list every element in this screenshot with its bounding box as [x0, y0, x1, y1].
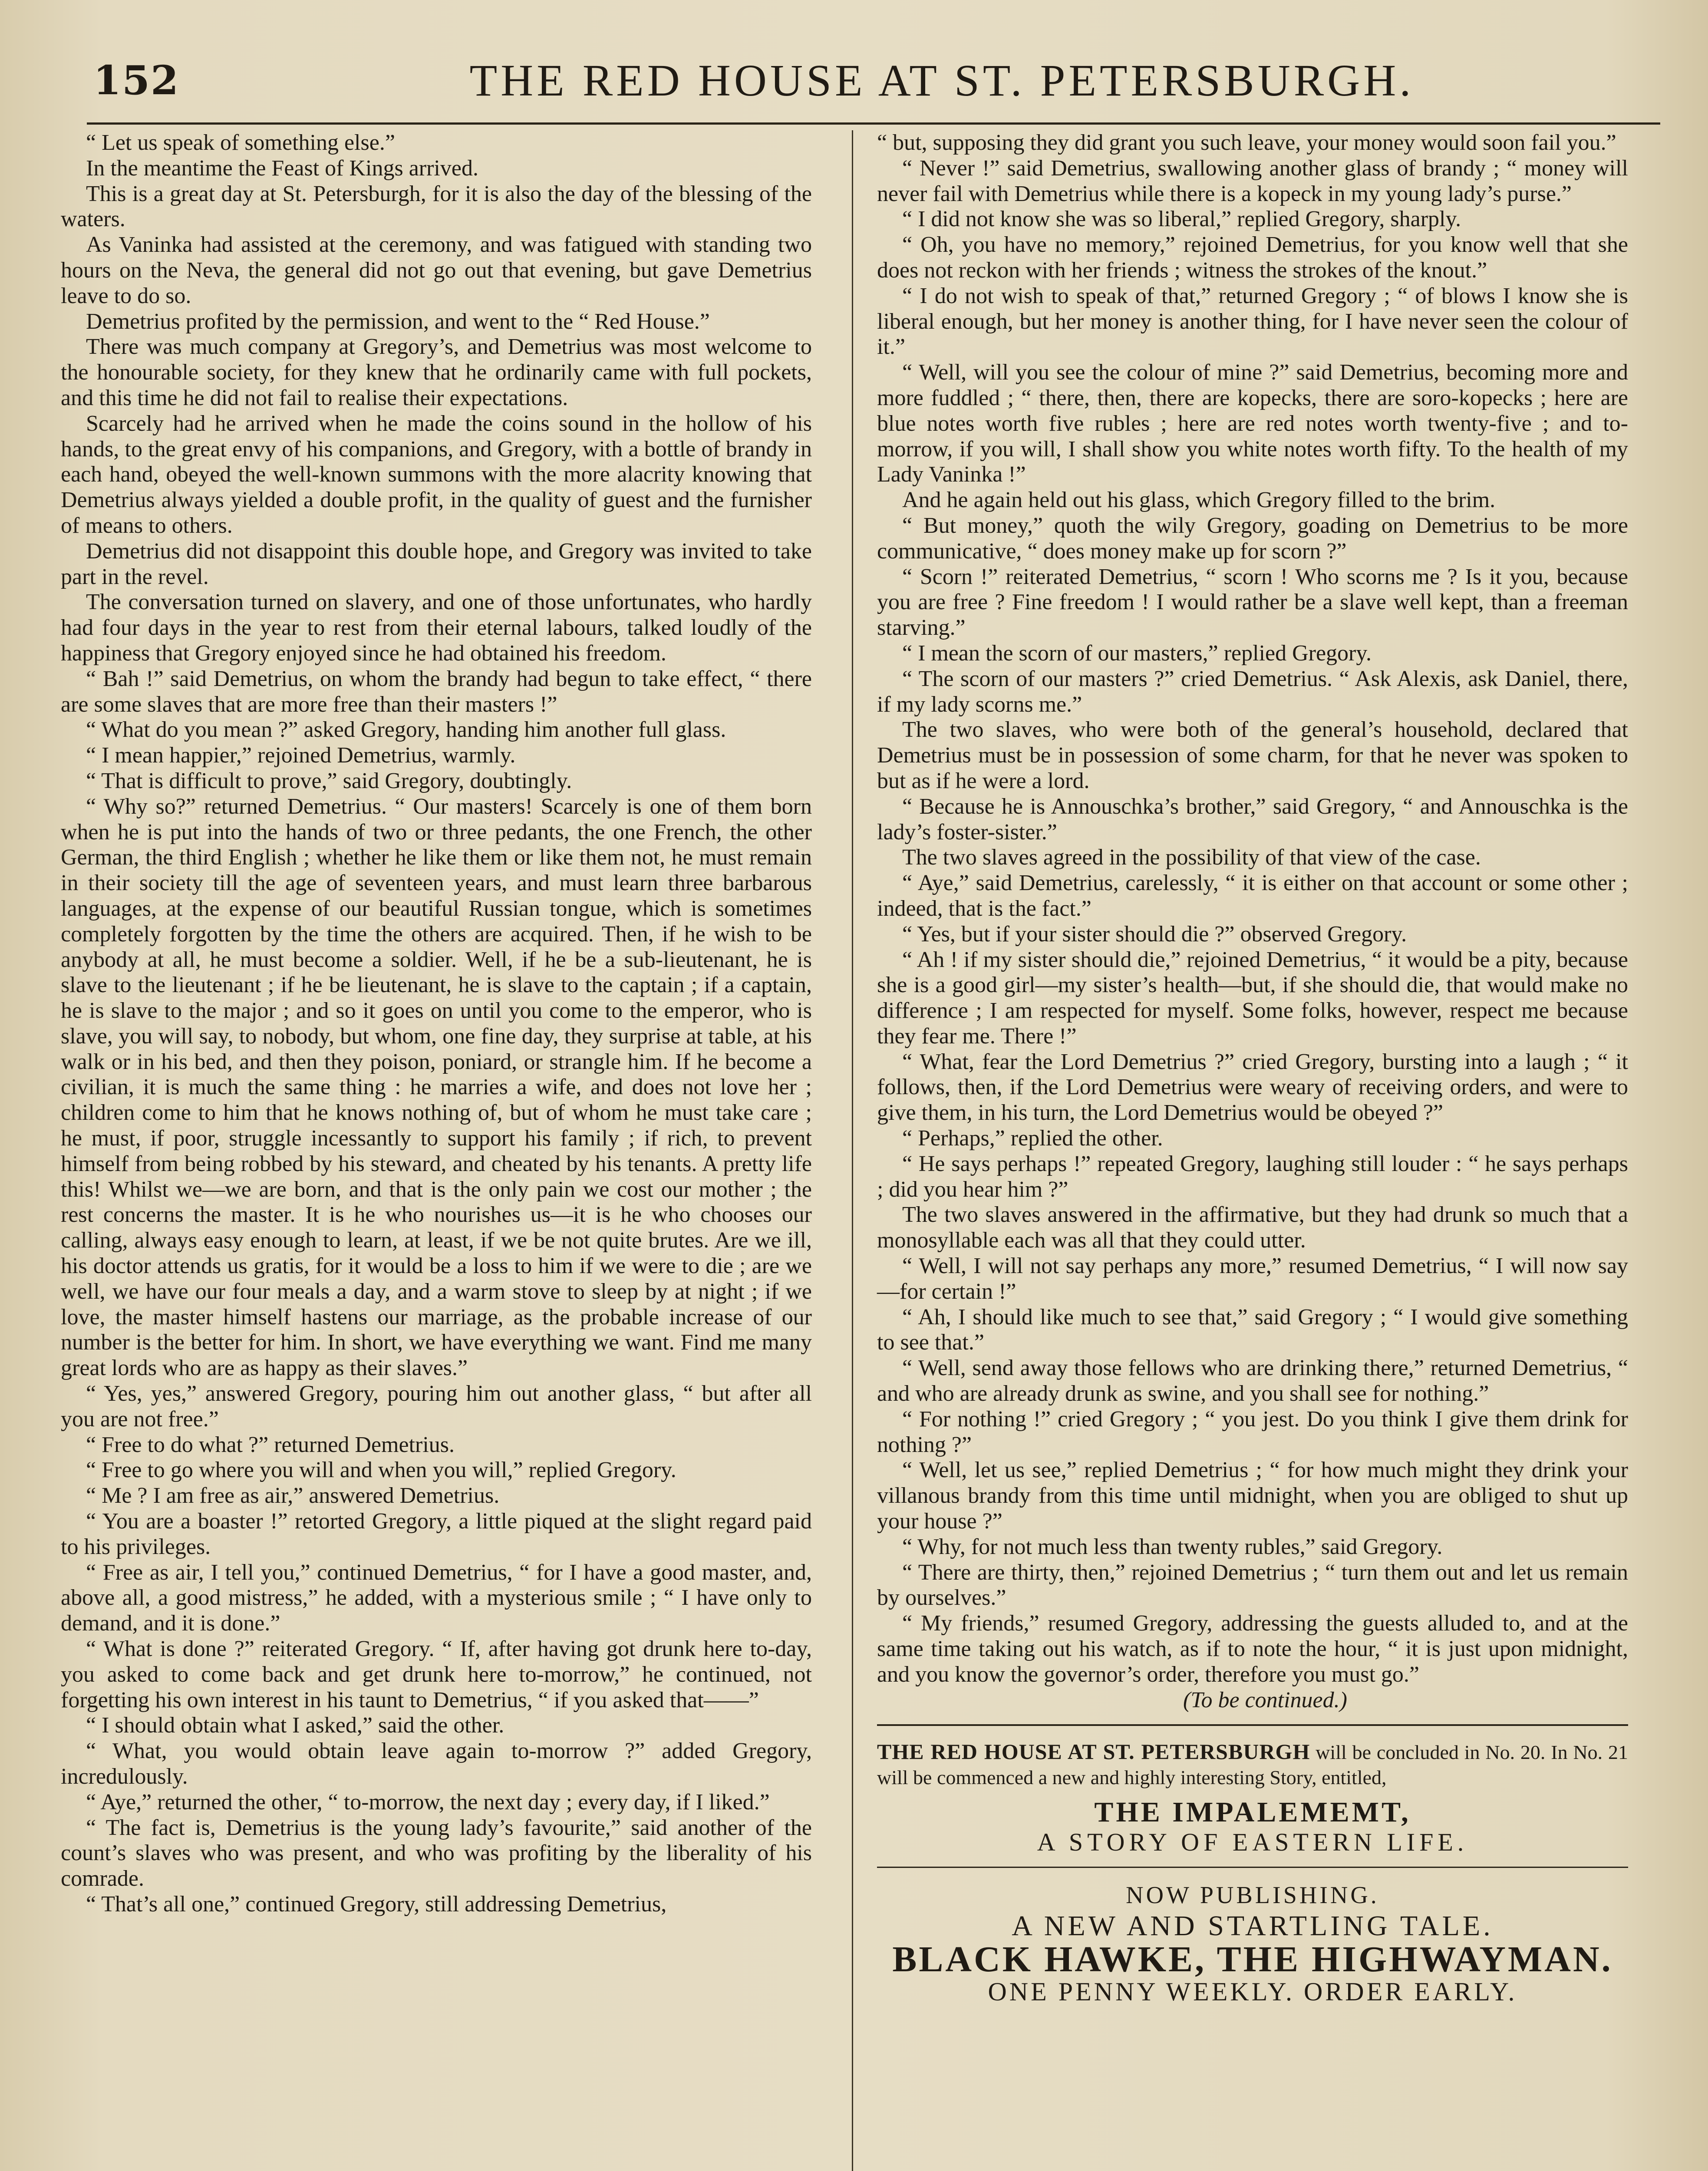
paragraph: “ I should obtain what I asked,” said the other. [86, 1713, 504, 1738]
advert-divider [877, 1867, 1628, 1868]
paragraph: “ What, you would obtain leave again to-morrow ?” added Gregory, incredulously. [61, 1739, 812, 1789]
to-be-continued: (To be continued.) [1183, 1687, 1347, 1712]
paragraph: “ Bah !” said Demetrius, on whom the brandy had begun to take effect, “ there are some slaves that are more free than their masters !” [61, 666, 812, 717]
right-column-text [877, 130, 1628, 1688]
paragraph: “ Well, will you see the colour of mine ?” said Demetrius, becoming more and more fuddled ; “ there, then, there are kopecks, there are soro-kopecks ; here are blue notes worth five rubles ; here are red notes worth twenty-five ; and to-morrow, if you will, I shall show you white notes worth fifty. To the health of my Lady Vaninka !” [877, 360, 1628, 487]
paragraph: “ Free to go where you will and when you will,” replied Gregory. [86, 1458, 676, 1483]
running-title: THE RED HOUSE AT ST. PETERSBURGH. [469, 55, 1415, 106]
advert-announcement [877, 1739, 1628, 1790]
paragraph: There was much company at Gregory’s, and Demetrius was most welcome to the honourable society, for they knew that he ordinarily came with full pockets, and this time he did not fail to realise their expectations. [61, 334, 812, 410]
paragraph: “ That is difficult to prove,” said Gregory, doubtingly. [86, 768, 572, 793]
paragraph: “ I mean happier,” rejoined Demetrius, warmly. [86, 743, 516, 768]
paragraph: “ Free as air, I tell you,” continued Demetrius, “ for I have a good master, and, above all, a good mistress,” he added, with a mysterious smile ; “ I have only to demand, and it is done.” [61, 1560, 812, 1636]
paragraph: Scarcely had he arrived when he made the coins sound in the hollow of his hands, to the great envy of his companions, and Gregory, with a bottle of brandy in each hand, obeyed the well-known summons with the more alacrity knowing that Demetrius always yielded a double profit, in the quality of guest and the furnisher of means to others. [61, 411, 812, 538]
paragraph: “ but, supposing they did grant you such leave, your money would soon fail you.” [877, 130, 1616, 155]
paragraph: “ Well, let us see,” replied Demetrius ; “ for how much might they drink your villanous brandy from this time until midnight, when you are obliged to shut up your house ?” [877, 1458, 1628, 1534]
paragraph: “ You are a boaster !” retorted Gregory, a little piqued at the slight regard paid to his privileges. [61, 1509, 812, 1559]
paragraph: In the meantime the Feast of Kings arrived. [86, 155, 478, 181]
paragraph: “ What is done ?” reiterated Gregory. “ If, after having got drunk here to-day, you asked to come back and get drunk here to-morrow,” he continued, not forgetting his own interest in his taunt to Demetrius, “ if you asked that——” [61, 1636, 812, 1712]
right-column [877, 130, 1628, 2005]
paragraph: “ He says perhaps !” repeated Gregory, laughing still louder : “ he says perhaps ; did you hear him ?” [877, 1151, 1628, 1202]
paragraph: This is a great day at St. Petersburgh, for it is also the day of the blessing of the waters. [61, 181, 812, 232]
paragraph: Demetrius did not disappoint this double hope, and Gregory was invited to take part in the revel. [61, 538, 812, 589]
paragraph: Demetrius profited by the permission, and went to the “ Red House.” [86, 309, 710, 334]
advert-now-publishing: NOW PUBLISHING. [1126, 1882, 1379, 1909]
paragraph: “ Why so?” returned Demetrius. “ Our masters! Scarcely is one of them born when he is put into the hands of two or three pedants, the one French, the other German, the third English ; whether he like them or like them not, he must remain in their society till the age of seventeen years, and must learn three barbarous languages, at the expense of our beautiful Russian tongue, which is sometimes completely forgotten by the time the others are acquired. Then, if he wish to be anybody at all, he must become a soldier. Well, if he be a sub-lieutenant, he is slave to the lieutenant ; if he be lieutenant, he is slave to the captain ; if a captain, he is slave to the major ; and so it goes on until you come to the emperor, who is slave, you will say, to nobody, but whom, one fine day, they surprise at table, at his walk or in his bed, and then they poison, poniard, or strangle him. If he become a civilian, it is much the same thing : he marries a wife, and does not love her ; children come to him that he knows nothing of, but of whom he must take care ; he must, if poor, struggle incessantly to support his family ; if rich, to prevent himself from being robbed by his steward, and cheated by his tenants. A pretty life this! Whilst we—we are born, and that is the only pain we cost our mother ; the rest concerns the master. It is he who nourishes us—it is he who chooses our calling, always easy enough to learn, at least, if we be not quite brutes. Are we ill, his doctor attends us gratis, for it would be a loss to him if we were to die ; are we well, we have our four meals a day, and a warm stove to sleep by at night ; if we love, the master himself hastens our marriage, as the probable increase of our number is the better for him. In short, we have everything we want. Find me many great lords who are as happy as their slaves.” [61, 794, 812, 1381]
paragraph: “ Yes, yes,” answered Gregory, pouring him out another glass, “ but after all you are not free.” [61, 1381, 812, 1432]
paragraph: “ Ah, I should like much to see that,” said Gregory ; “ I would give something to see that.” [877, 1304, 1628, 1355]
paragraph: “ Never !” said Demetrius, swallowing another glass of brandy ; “ money will never fail with Demetrius while there is a kopeck in my young lady’s purse.” [877, 155, 1628, 206]
advert-story-subtitle: A STORY OF EASTERN LIFE. [1037, 1828, 1468, 1857]
paragraph: The conversation turned on slavery, and one of those unfortunates, who hardly had four days in the year to rest from their eternal labours, talked loudly of the happiness that Gregory enjoyed since he had obtained his freedom. [61, 590, 812, 666]
paragraph: “ Perhaps,” replied the other. [902, 1126, 1163, 1151]
column-divider [852, 130, 853, 2171]
paragraph: “ Aye,” returned the other, “ to-morrow, the next day ; every day, if I liked.” [86, 1789, 770, 1815]
paragraph: “ For nothing !” cried Gregory ; “ you jest. Do you think I give them drink for nothing ?” [877, 1406, 1628, 1457]
paragraph: “ The fact is, Demetrius is the young lady’s favourite,” said another of the count’s slaves who was present, and who was profiting by the liberality of his comrade. [61, 1815, 812, 1891]
paragraph: And he again held out his glass, which Gregory filled to the brim. [902, 488, 1496, 513]
left-column [61, 130, 812, 1917]
paragraph: “ What do you mean ?” asked Gregory, handing him another full glass. [86, 717, 726, 742]
paragraph: “ Free to do what ?” returned Demetrius. [86, 1432, 455, 1457]
advert-announcement-title: THE RED HOUSE AT ST. PETERSBURGH [877, 1739, 1310, 1764]
page-header [93, 48, 1660, 113]
advert-order-line: ONE PENNY WEEKLY. ORDER EARLY. [988, 1977, 1517, 2006]
header-rule [87, 122, 1660, 125]
paragraph: The two slaves, who were both of the general’s household, declared that Demetrius must be in possession of some charm, for that he never was spoken to but as if he were a lord. [877, 717, 1628, 793]
advert-tale-line: A NEW AND STARTLING TALE. [1012, 1910, 1494, 1942]
advert-announcement-text: will be concluded in No. 20. In No. 21 will be commenced a new and highly interesting Story, entitled, [877, 1741, 1629, 1789]
paragraph: “ The scorn of our masters ?” cried Demetrius. “ Ask Alexis, ask Daniel, there, if my lady scorns me.” [877, 666, 1628, 717]
paragraph: “ What, fear the Lord Demetrius ?” cried Gregory, bursting into a laugh ; “ it follows, then, if the Lord Demetrius were weary of receiving orders, and were to give them, in his turn, the Lord Demetrius would be obeyed ?” [877, 1049, 1628, 1125]
paragraph: As Vaninka had assisted at the ceremony, and was fatigued with standing two hours on the Neva, the general did not go out that evening, but gave Demetrius leave to do so. [61, 232, 812, 308]
paragraph: “ Why, for not much less than twenty rubles,” said Gregory. [902, 1534, 1443, 1559]
paragraph: The two slaves agreed in the possibility of that view of the case. [902, 845, 1481, 870]
paragraph: “ But money,” quoth the wily Gregory, goading on Demetrius to be more communicative, “ does money make up for scorn ?” [877, 513, 1628, 564]
paragraph: “ Well, I will not say perhaps any more,” resumed Demetrius, “ I will now say—for certain !” [877, 1254, 1628, 1304]
paragraph: “ Let us speak of something else.” [86, 130, 395, 155]
paragraph: “ Well, send away those fellows who are drinking there,” returned Demetrius, “ and who are already drunk as swine, and you shall see for nothing.” [877, 1356, 1628, 1406]
paragraph: “ My friends,” resumed Gregory, addressing the guests alluded to, and at the same time taking out his watch, as if to note the hour, “ it is just upon midnight, and you know the governor’s order, therefore you must go.” [877, 1611, 1628, 1687]
paragraph: “ Me ? I am free as air,” answered Demetrius. [86, 1483, 500, 1508]
advert-title-black-hawke: BLACK HAWKE, THE HIGHWAYMAN. [892, 1939, 1613, 1980]
paragraph: “ I did not know she was so liberal,” replied Gregory, sharply. [902, 207, 1461, 232]
advert-story-title: THE IMPALEMEMT, [1094, 1796, 1411, 1828]
paragraph: The two slaves answered in the affirmative, but they had drunk so much that a monosyllable each was all that they could utter. [877, 1202, 1628, 1253]
paragraph: “ I do not wish to speak of that,” returned Gregory ; “ of blows I know she is liberal enough, but her money is another thing, for I have never seen the colour of it.” [877, 283, 1628, 360]
page-number: 152 [93, 57, 180, 104]
paragraph: “ Yes, but if your sister should die ?” observed Gregory. [902, 921, 1407, 947]
paragraph: “ I mean the scorn of our masters,” replied Gregory. [902, 640, 1372, 666]
paragraph: “ Aye,” said Demetrius, carelessly, “ it is either on that account or some other ; indeed, that is the fact.” [877, 871, 1628, 921]
advert-rule [877, 1724, 1628, 1726]
paragraph: “ Ah ! if my sister should die,” rejoined Demetrius, “ it would be a pity, because she is a good girl—my sister’s health—but, if she should die, that would make no difference ; I am respected for myself. Some folks, however, respect me because they fear me. There !” [877, 947, 1628, 1049]
paragraph: “ That’s all one,” continued Gregory, still addressing Demetrius, [86, 1891, 667, 1917]
paragraph: “ Because he is Annouschka’s brother,” said Gregory, “ and Annouschka is the lady’s foster-sister.” [877, 794, 1628, 845]
paragraph: “ There are thirty, then,” rejoined Demetrius ; “ turn them out and let us remain by ourselves.” [877, 1560, 1628, 1610]
paragraph: “ Oh, you have no memory,” rejoined Demetrius, for you know well that she does not reckon with her friends ; witness the strokes of the knout.” [877, 232, 1628, 283]
paragraph: “ Scorn !” reiterated Demetrius, “ scorn ! Who scorns me ? Is it you, because you are free ? Fine freedom ! I would rather be a slave well kept, than a freeman starving.” [877, 564, 1628, 640]
